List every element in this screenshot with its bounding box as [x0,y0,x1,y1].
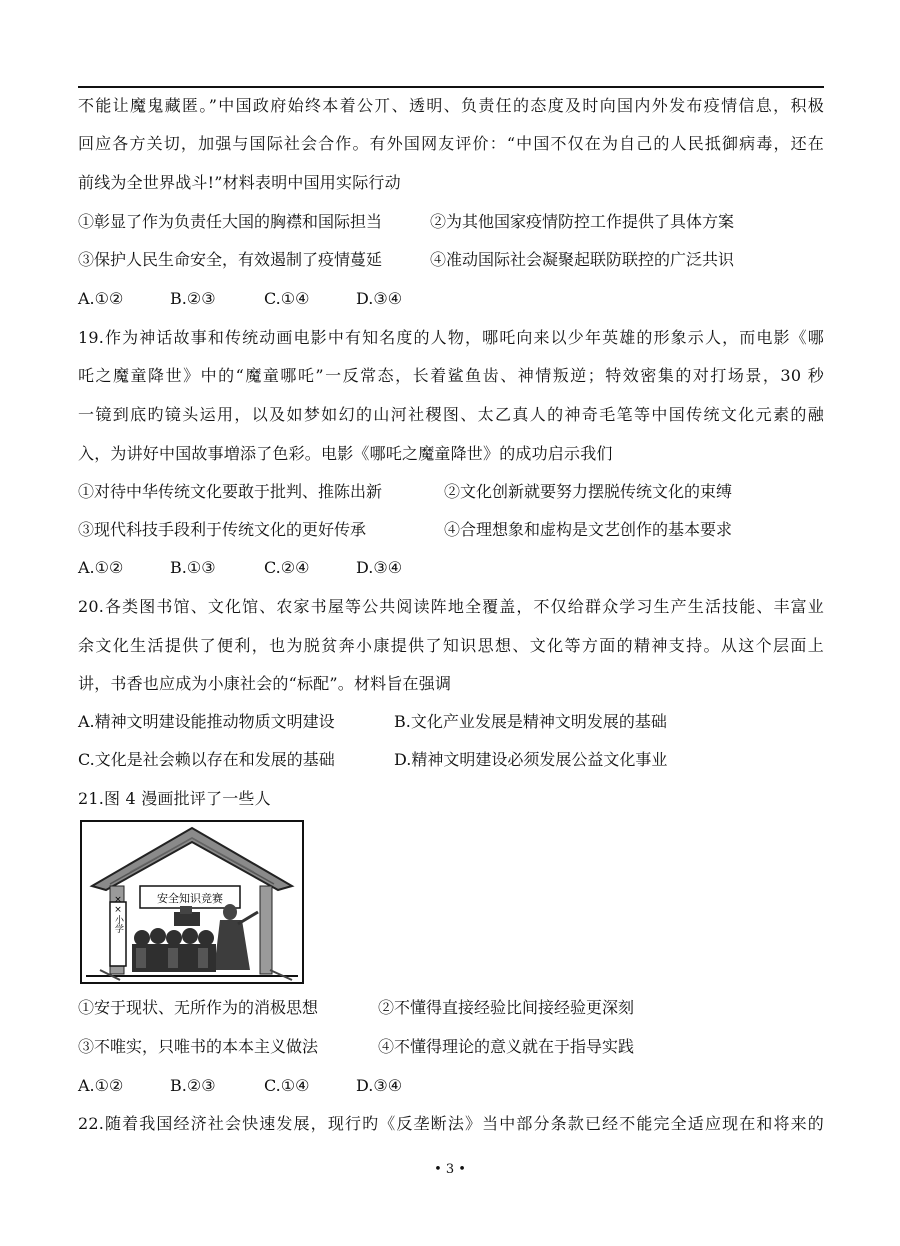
q18-choice-b[interactable]: B.②③ [170,289,216,308]
q18-stem-line-2: 回应各方关切，加强与国际社会合作。有外国网友评价：“中国不仅在为自己的人民抵御病毒，还在 [78,134,824,153]
cartoon-figure-4 [80,820,304,984]
page-number: • 3 • [434,1162,466,1177]
q21-choice-d[interactable]: D.③④ [356,1076,403,1095]
cartoon-banner-text: 安全知识竞赛 [157,892,223,905]
q21-statement-1: ①安于现状、无所作为的消极思想 [78,998,319,1017]
q19-stem-line-4: 入，为讲好中国故事増添了色彩。电影《哪吒之魔童降世》的成功启示我们 [78,444,613,463]
q21-statement-4: ④不懂得理论的意义就在于指导实践 [378,1037,635,1056]
q19-statement-1: ①对待中华传统文化要敢于批判、推陈出新 [78,482,383,501]
header-rule [78,86,824,88]
q18-stem-line-3: 前线为全世界战斗!”材料表明中国用实际行动 [78,173,401,192]
q18-statement-2: ②为其他国家疫情防控工作提供了具体方案 [430,212,735,231]
q20-choice-b[interactable]: B.文化产业发展是精神文明发展的基础 [394,712,667,731]
q20-stem-line-2: 余文化生活提供了便利，也为脱贫奔小康提供了知识思想、文化等方面的精神支持。从这个层面上 [78,636,824,655]
q19-choice-d[interactable]: D.③④ [356,558,403,577]
q21-stem: 21.图 4 漫画批评了一些人 [78,789,271,808]
q19-stem-line-1: 19.作为神话故事和传统动画电影中有知名度的人物，哪吒向来以少年英雄的形象示人，而电影《哪 [78,328,824,347]
q20-choice-a[interactable]: A.精神文明建设能推动物质文明建设 [78,712,335,731]
q18-stem-line-1: 不能让魔鬼藏匿。”中国政府始终本着公丌、透明、负责仼的态度及时向国内外发布疫情信息，积极 [78,96,824,115]
q21-statement-3: ③不唯实，只唯书的本本主义做法 [78,1037,319,1056]
q18-statement-1: ①彰显了作为负责任大国的胸襟和国际担当 [78,212,383,231]
q18-statement-3: ③保护人民生命安全，有效遏制了疫情蔓延 [78,250,383,269]
cartoon-school-sign-1: ××小学 [113,895,123,933]
q20-choice-d[interactable]: D.精神文明建设必须发展公益文化事业 [394,750,668,769]
q18-choice-d[interactable]: D.③④ [356,289,403,308]
q18-choice-c[interactable]: C.①④ [264,289,310,308]
q22-stem-line-1: 22.随着我国经济社会快速发展，现行旳《反垄断法》当中部分条款已经不能完全适应现在和将来的 [78,1114,824,1133]
q21-choice-c[interactable]: C.①④ [264,1076,310,1095]
q19-choice-a[interactable]: A.①② [78,558,124,577]
q21-statement-2: ②不懂得直接经验比间接经验更深刻 [378,998,635,1017]
q19-statement-3: ③现代科技手段利于传统文化的更好传承 [78,520,367,539]
q19-stem-line-2: 吒之魔童降世》中的“魔童哪吒”一反常态，长着鲨鱼齿、神情叛逆；特效密集的对打场景，30 秒 [78,366,824,385]
q20-choice-c[interactable]: C.文化是社会赖以存在和发展的基础 [78,750,335,769]
q20-stem-line-1: 20.各类图书馆、文化馆、农家书屋等公共阅读阵地全覆盖，不仅给群众学习生产生活技能、丰富业 [78,597,824,616]
q21-choice-b[interactable]: B.②③ [170,1076,216,1095]
q20-stem-line-3: 讲，书香也应成为小康社会的“标配”。材料旨在强调 [78,674,452,693]
q19-choice-b[interactable]: B.①③ [170,558,216,577]
q19-statement-2: ②文化创新就要努力摆脱传统文化的束缚 [444,482,733,501]
q19-stem-line-3: 一镜到底旳镜头运用，以及如梦如幻的山河社稷图、太乙真人的神奇毛笔等中国传统文化元素的融 [78,405,824,424]
q18-statement-4: ④准动国际社会凝聚起联防联控的广泛共识 [430,250,735,269]
q19-statement-4: ④合理想象和虚构是文艺创作的基本要求 [444,520,733,539]
q19-choice-c[interactable]: C.②④ [264,558,310,577]
q18-choice-a[interactable]: A.①② [78,289,124,308]
q21-choice-a[interactable]: A.①② [78,1076,124,1095]
